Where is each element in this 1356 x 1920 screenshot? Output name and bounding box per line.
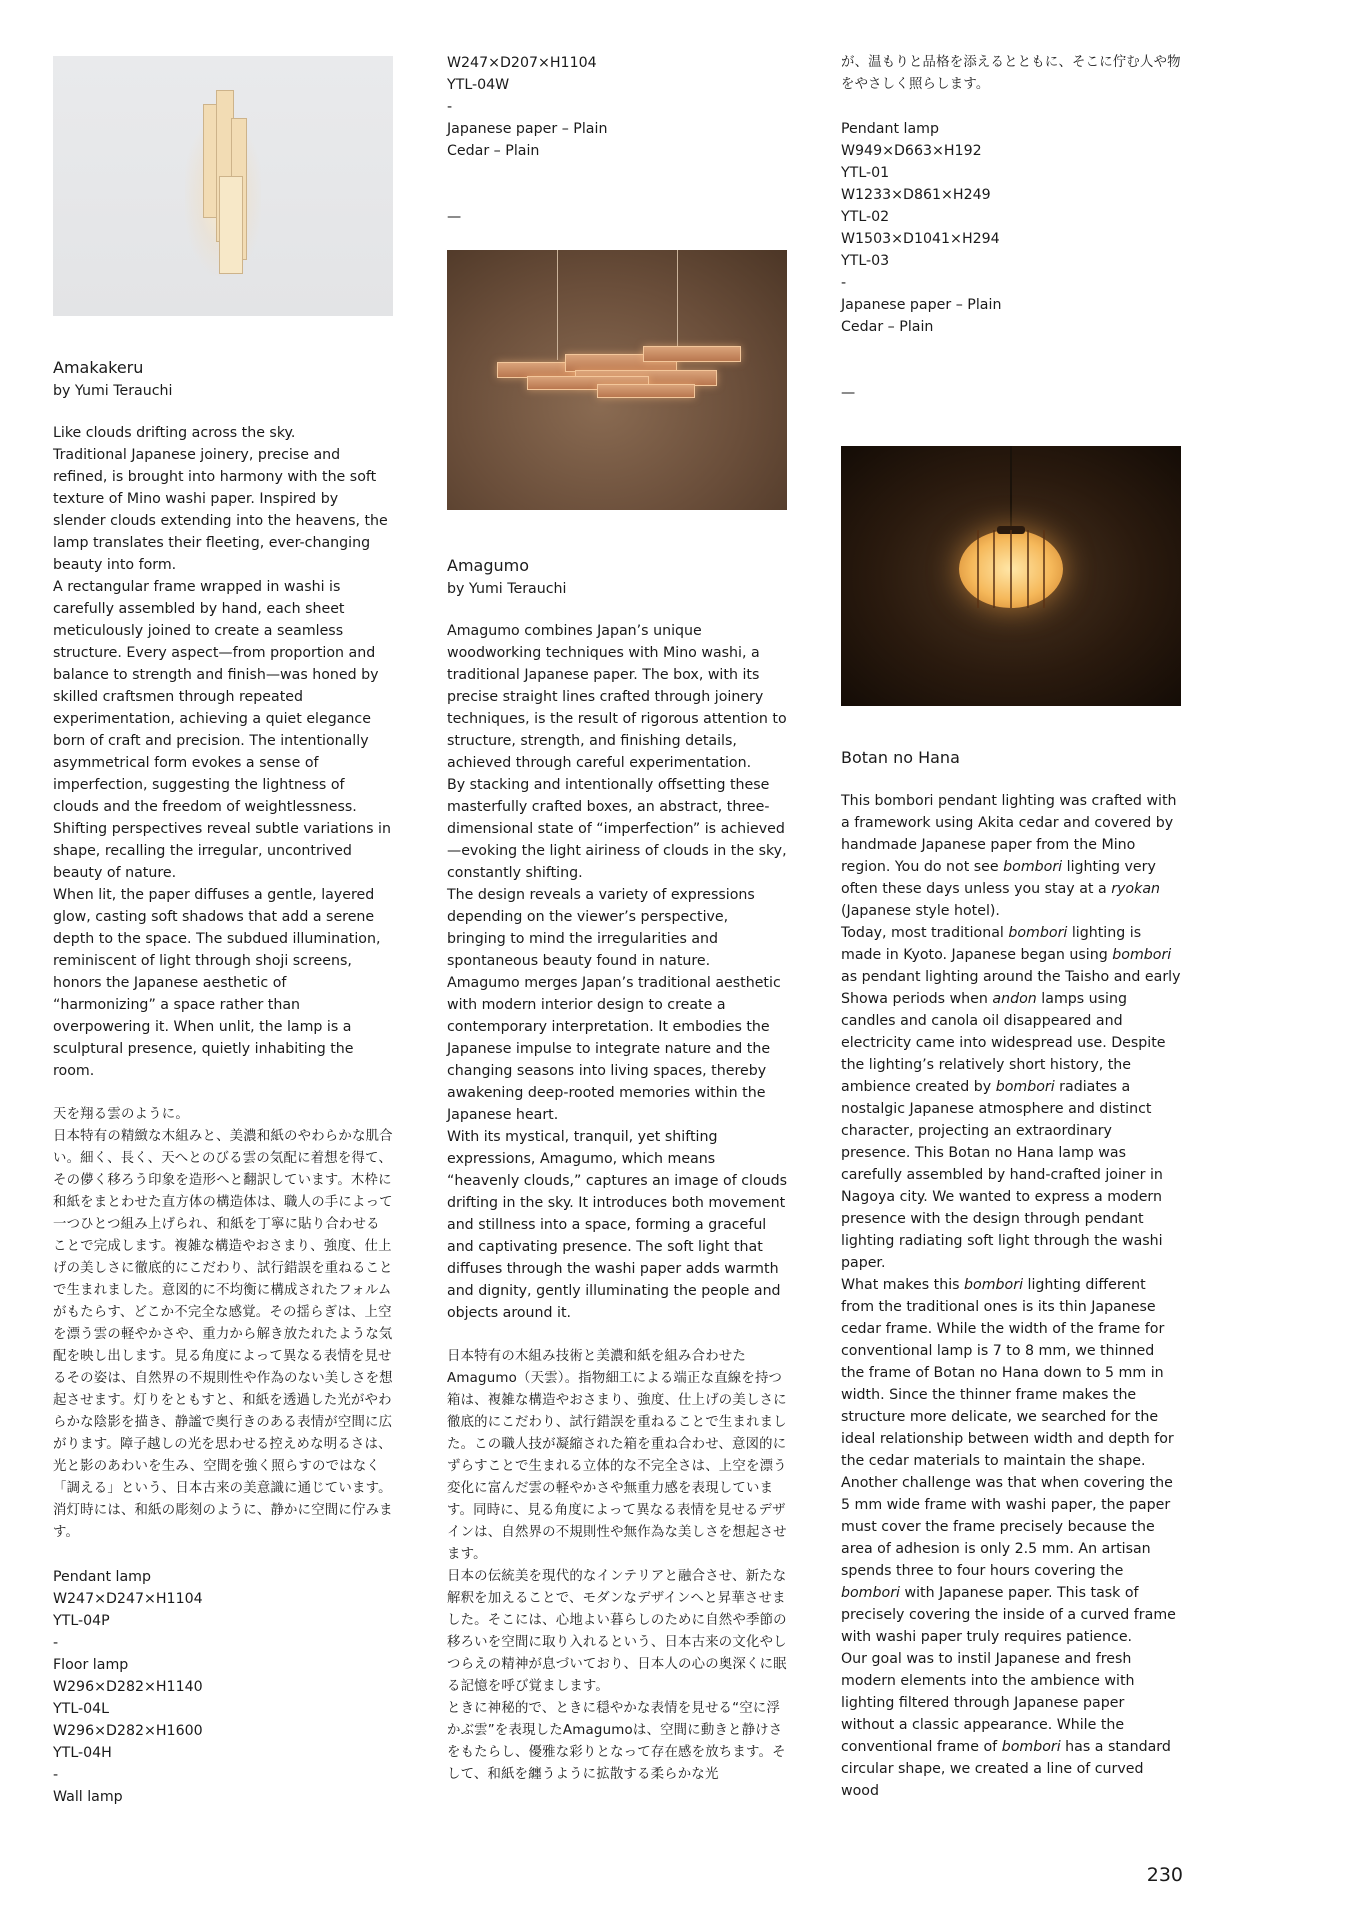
lamp-cord: [1010, 446, 1012, 532]
section-divider-dash: —: [447, 209, 462, 225]
spec-line: Cedar – Plain: [447, 143, 540, 159]
spec-line: YTL-02: [841, 209, 890, 225]
amagumo-pendant-photo: [447, 250, 787, 510]
spec-line: YTL-04H: [53, 1745, 112, 1761]
botan-no-hana-lamp-photo: [841, 446, 1181, 706]
column-amakakeru: [53, 56, 393, 1808]
page-number: 230: [1146, 1864, 1183, 1886]
lantern-rib: [1043, 530, 1045, 608]
amagumo-japanese-text: 日本の伝統美を現代的なインテリアと融合させ、新たな解釈を加えることで、モダンなデザインへと昇華させました。そこには、心地よい暮らしのために自然や季節の移ろいを空間に取り入れるという、日本古来の文化やしつらえの精神が息づいており、日本人の心の奥深くに眠る記憶を呼び覚まします。: [447, 1569, 787, 1694]
amakakeru-paragraph: Like clouds drifting across the sky.: [53, 425, 296, 441]
spec-line: YTL-04P: [53, 1613, 110, 1629]
amagumo-japanese-text: 日本特有の木組み技術と美濃和紙を組み合わせたAmagumo（天雲）。指物細工による端正な直線を持つ箱は、複雑な構造やおさまり、強度、仕上げの美しさに徹底的にこだわり、試行錯誤を重ねることで生まれました。この職人技が凝縮された箱を重ね合わせ、意図的にずらすことで生まれる立体的な不完全さは、上空を漂う変化に富んだ雲の軽やかさや無重力感を表現しています。同時に、見る角度によって異なる表情を見せるデザインは、自然界の不規則性や無作為な美しさを想起させます。: [447, 1349, 787, 1562]
spec-line: Pendant lamp: [841, 121, 939, 137]
spec-line: W247×D247×H1104: [53, 1591, 203, 1607]
amagumo-paragraph: With its mystical, tranquil, yet shifting expressions, Amagumo, which means “heavenly clouds,” captures an image of clouds drifting in the sky. It introduces both movement and stillness into a space, forming a graceful and captivating presence. The soft light that diffuses through the washi paper adds warmth and dignity, gently illuminating the people and objects around it.: [447, 1129, 788, 1321]
lamp-panel: [219, 176, 243, 274]
botan-paragraph: Today, most traditional bombori lighting is made in Kyoto. Japanese began using bombori as pendant lighting around the Taisho and early Showa periods when andon lamps using candles and canola oil disappeared and electricity came into widespread use. Despite the lighting’s relatively short history, the ambience created by bombori radiates a nostalgic Japanese atmosphere and distinct character, projecting an extraordinary presence. This Botan no Hana lamp was carefully assembled by hand-crafted joiner in Nagoya city. We wanted to express a modern presence with the design through pendant lighting radiating soft light through the washi paper.: [841, 925, 1181, 1271]
amagumo-paragraph: By stacking and intentionally offsetting these masterfully crafted boxes, an abstract, three-dimensional state of “imperfection” is achieved—evoking the light airiness of clouds in the sky, constantly shifting.: [447, 777, 787, 881]
botan-paragraph: What makes this bombori lighting different from the traditional ones is its thin Japanese cedar frame. While the width of the frame for conventional lamp is 7 to 8 mm, we thinned the frame of Botan no Hana down to 5 mm in width. Since the thinner frame makes the structure more delicate, we searched for the ideal relationship between width and depth for the cedar materials to maintain the shape. Another challenge was that when covering the 5 mm wide frame with washi paper, the paper must cover the frame precisely because the area of adhesion is only 2.5 mm. An artisan spends three to four hours covering the bombori with Japanese paper. This task of precisely covering the inside of a curved frame with washi paper truly requires patience.: [841, 1277, 1176, 1645]
spec-line: YTL-04W: [447, 77, 510, 93]
botan-paragraph: Our goal was to instil Japanese and fresh modern elements into the ambience with lighting filtered through Japanese paper without a classic appearance. While the conventional frame of bombori has a standard circular shape, we created a line of curved wood: [841, 1651, 1171, 1799]
lamp-box: [597, 384, 695, 398]
spec-line: YTL-04L: [53, 1701, 110, 1717]
amakakeru-byline: by Yumi Terauchi: [53, 383, 173, 399]
lantern-rib: [977, 530, 979, 608]
amakakeru-paragraph: When lit, the paper diffuses a gentle, layered glow, casting soft shadows that add a serene depth to the space. The subdued illumination, reminiscent of light through shoji screens, honors the Japanese aesthetic of “harmonizing” a space rather than overpowering it. When unlit, the lamp is a sculptural presence, quietly inhabiting the room.: [53, 887, 381, 1079]
amakakeru-paragraph: Traditional Japanese joinery, precise and refined, is brought into harmony with the soft texture of Mino washi paper. Inspired by slender clouds extending into the heavens, the lamp translates their fleeting, ever-changing beauty into form.: [53, 447, 388, 573]
spec-line: Cedar – Plain: [841, 319, 934, 335]
lantern-rib: [1010, 530, 1012, 608]
amakakeru-japanese-heading: 天を翔る雲のように。: [53, 1107, 189, 1122]
amagumo-title: Amagumo: [447, 556, 530, 575]
column-amagumo: [447, 52, 787, 1786]
spec-line: YTL-01: [841, 165, 890, 181]
column-botan-no-hana: [841, 52, 1181, 1802]
amakakeru-title: Amakakeru: [53, 358, 144, 377]
amagumo-japanese-text: ときに神秘的で、ときに穏やかな表情を見せる“空に浮かぶ雲”を表現したAmagumoは、空間に動きと静けさをもたらし、優雅な彩りとなって存在感を放ちます。そして、和紙を纏うように拡散する柔らかな光: [447, 1701, 786, 1782]
spec-line: W296×D282×H1140: [53, 1679, 203, 1695]
spec-line: Japanese paper – Plain: [841, 297, 1002, 313]
spec-line: W1503×D1041×H294: [841, 231, 1000, 247]
spec-line: W1233×D861×H249: [841, 187, 991, 203]
amakakeru-wall-lamp-photo: [53, 56, 393, 316]
spec-line: Wall lamp: [53, 1789, 123, 1805]
spec-line: -: [53, 1635, 59, 1651]
suspension-wire: [677, 250, 678, 360]
spec-line: Pendant lamp: [53, 1569, 151, 1585]
amagumo-byline: by Yumi Terauchi: [447, 581, 567, 597]
lantern-rib: [993, 530, 995, 608]
amakakeru-paragraph: A rectangular frame wrapped in washi is carefully assembled by hand, each sheet meticulously joined to create a seamless structure. Every aspect—from proportion and balance to strength and finish—was honed by skilled craftsmen through repeated experimentation, achieving a quiet elegance born of craft and precision. The intentionally asymmetrical form evokes a sense of imperfection, suggesting the lightness of clouds and the freedom of weightlessness. Shifting perspectives reveal subtle variations in shape, recalling the irregular, uncontrived beauty of nature.: [53, 579, 391, 881]
spec-line: W949×D663×H192: [841, 143, 982, 159]
spec-line: YTL-03: [841, 253, 890, 269]
lantern-rib: [1027, 530, 1029, 608]
suspension-wire: [557, 250, 558, 360]
amagumo-paragraph: Amagumo combines Japan’s unique woodworking techniques with Mino washi, a traditional Japanese paper. The box, with its precise straight lines crafted through joinery techniques, is the result of rigorous attention to structure, strength, and finishing details, achieved through careful experimentation.: [447, 623, 787, 771]
spec-line: Japanese paper – Plain: [447, 121, 608, 137]
spec-line: W247×D207×H1104: [447, 55, 597, 71]
amakakeru-japanese-text: 日本特有の精緻な木組みと、美濃和紙のやわらかな肌合い。細く、長く、天へとのびる雲の気配に着想を得て、その儚く移ろう印象を造形へと翻訳しています。木枠に和紙をまとわせた直方体の構造体は、職人の手によって一つひとつ組み上げられ、和紙を丁寧に貼り合わせることで完成します。複雑な構造やおさまり、強度、仕上げの美しさに徹底的にこだわり、試行錯誤を重ねることで生まれました。意図的に不均衡に構成されたフォルムがもたらす、どこか不完全な感覚。その揺らぎは、上空を漂う雲の軽やかさや、重力から解き放たれたような気配を映し出します。見る角度によって異なる表情を見せるその姿は、自然界の不規則性や作為のない美しさを想起させます。灯りをともすと、和紙を透過した光がやわらかな陰影を描き、静謐で奥行きのある表情が空間に広がります。障子越しの光を思わせる控えめな明るさは、光と影のあわいを生み、空間を強く照らすのではなく「調える」という、日本古来の美意識に通じています。消灯時には、和紙の彫刻のように、静かに空間に佇みます。: [53, 1129, 393, 1540]
botan-no-hana-title: Botan no Hana: [841, 748, 960, 767]
spec-line: -: [841, 275, 847, 291]
amagumo-paragraph: The design reveals a variety of expressions depending on the viewer’s perspective, bringing to mind the irregularities and spontaneous beauty found in nature. Amagumo merges Japan’s traditional aesthetic with modern interior design to create a contemporary interpretation. It embodies the Japanese impulse to integrate nature and the changing seasons into living spaces, thereby awakening deep-rooted memories within the Japanese heart.: [447, 887, 781, 1123]
spec-line: W296×D282×H1600: [53, 1723, 203, 1739]
botan-paragraph: This bombori pendant lighting was crafted with a framework using Akita cedar and covered by handmade Japanese paper from the Mino region. You do not see bombori lighting very often these days unless you stay at a ryokan (Japanese style hotel).: [841, 793, 1177, 919]
section-divider-dash: —: [841, 385, 856, 401]
spec-line: Floor lamp: [53, 1657, 129, 1673]
spec-line: -: [447, 99, 453, 115]
lamp-box: [643, 346, 741, 362]
japanese-continuation: が、温もりと品格を添えるとともに、そこに佇む人や物をやさしく照らします。: [841, 55, 1181, 92]
spec-line: -: [53, 1767, 59, 1783]
